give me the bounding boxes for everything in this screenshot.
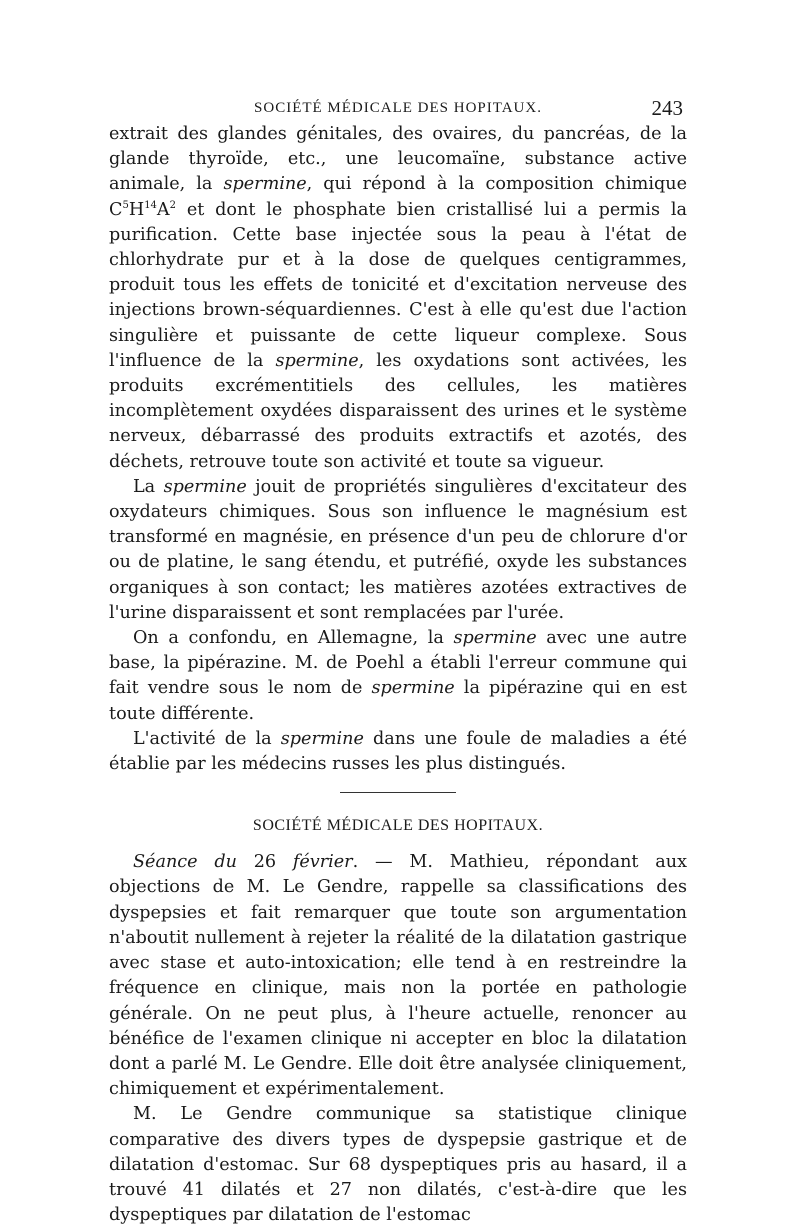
paragraph-spermine-extract: extrait des glandes génitales, des ovaires, du pancréas, de la glande thyroïde, etc., une leucomaïne, substance active animale, la spermine, qui répond à la composition chimique $C^5H^{14}A^2$ et dont le phosphate bien cristallisé lui a permis la purification. Cette base injectée sous la peau à l'état de chlorhydrate pur et à la dose de quelques centigrammes, produit tous les effets de tonicité et d'excitation nerveuse des injections brown-séquardiennes. C'est à elle qu'est due l'action singulière et puissante de cette liqueur complexe. Sous l'influence de la spermine, les oxydations sont activées, les produits excrémentitiels des cellules, les matières incomplètement oxydées disparaissent des urines et le système nerveux, débarrassé des produits extractifs et azotés, des déchets, retrouve toute son activité et toute sa vigueur. [109, 124, 687, 472]
section-heading: SOCIÉTÉ MÉDICALE DES HOPITAUX. [252, 817, 544, 835]
running-title: SOCIÉTÉ MÉDICALE DES HOPITAUX. [254, 100, 542, 116]
page-number: 243 [651, 96, 683, 120]
paragraph-seance: Séance du 26 février. — M. Mathieu, répondant aux objections de M. Le Gendre, rappelle sa classifications des dyspepsies et fait remarquer que toute son argumentation n'aboutit nullement à rejeter la réalité de la dilatation gastrique avec stase et auto-intoxication; elle tend à en restreindre la fréquence en clinique, mais non la portée en pathologie générale. On ne peut plus, à l'heure actuelle, renoncer au bénéfice de l'examen clinique ni accepter en bloc la dilatation dont a parlé M. Le Gendre. Elle doit être analysée cliniquement, chimiquement et expérimentalement. [109, 852, 688, 1100]
paragraph-le-gendre: M. Le Gendre communique sa statistique clinique comparative des divers types de dyspepsie gastrique et de dilatation d'estomac. Sur 68 dyspeptiques pris au hasard, il a trouvé 41 dilatés et 27 non dilatés, c'est-à-dire que les dyspeptiques par dilatation de l'estomac [109, 1104, 687, 1226]
running-header [109, 96, 687, 122]
paragraph-spermine-activity: L'activité de la spermine dans une foule de maladies a été établie par les médecins russes les plus distingués. [109, 728, 687, 775]
paragraph-spermine-properties: La spermine jouit de propriétés singulières d'excitateur des oxydateurs chimiques. Sous son influence le magnésium est transformé en magnésie, en présence d'un peu de chlorure d'or ou de platine, le sang étendu, et putréfié, oxyde les substances organiques à son contact; les matières azotées extractives de l'urine disparaissent et sont remplacées par l'urée. [109, 476, 687, 623]
book-page [109, 96, 687, 1228]
section-divider [340, 792, 456, 793]
paragraph-piperazine: On a confondu, en Allemagne, la spermine avec une autre base, la pipérazine. M. de Poehl a établi l'erreur commune qui fait vendre sous le nom de spermine la pipérazine qui en est toute différente. [109, 628, 688, 724]
